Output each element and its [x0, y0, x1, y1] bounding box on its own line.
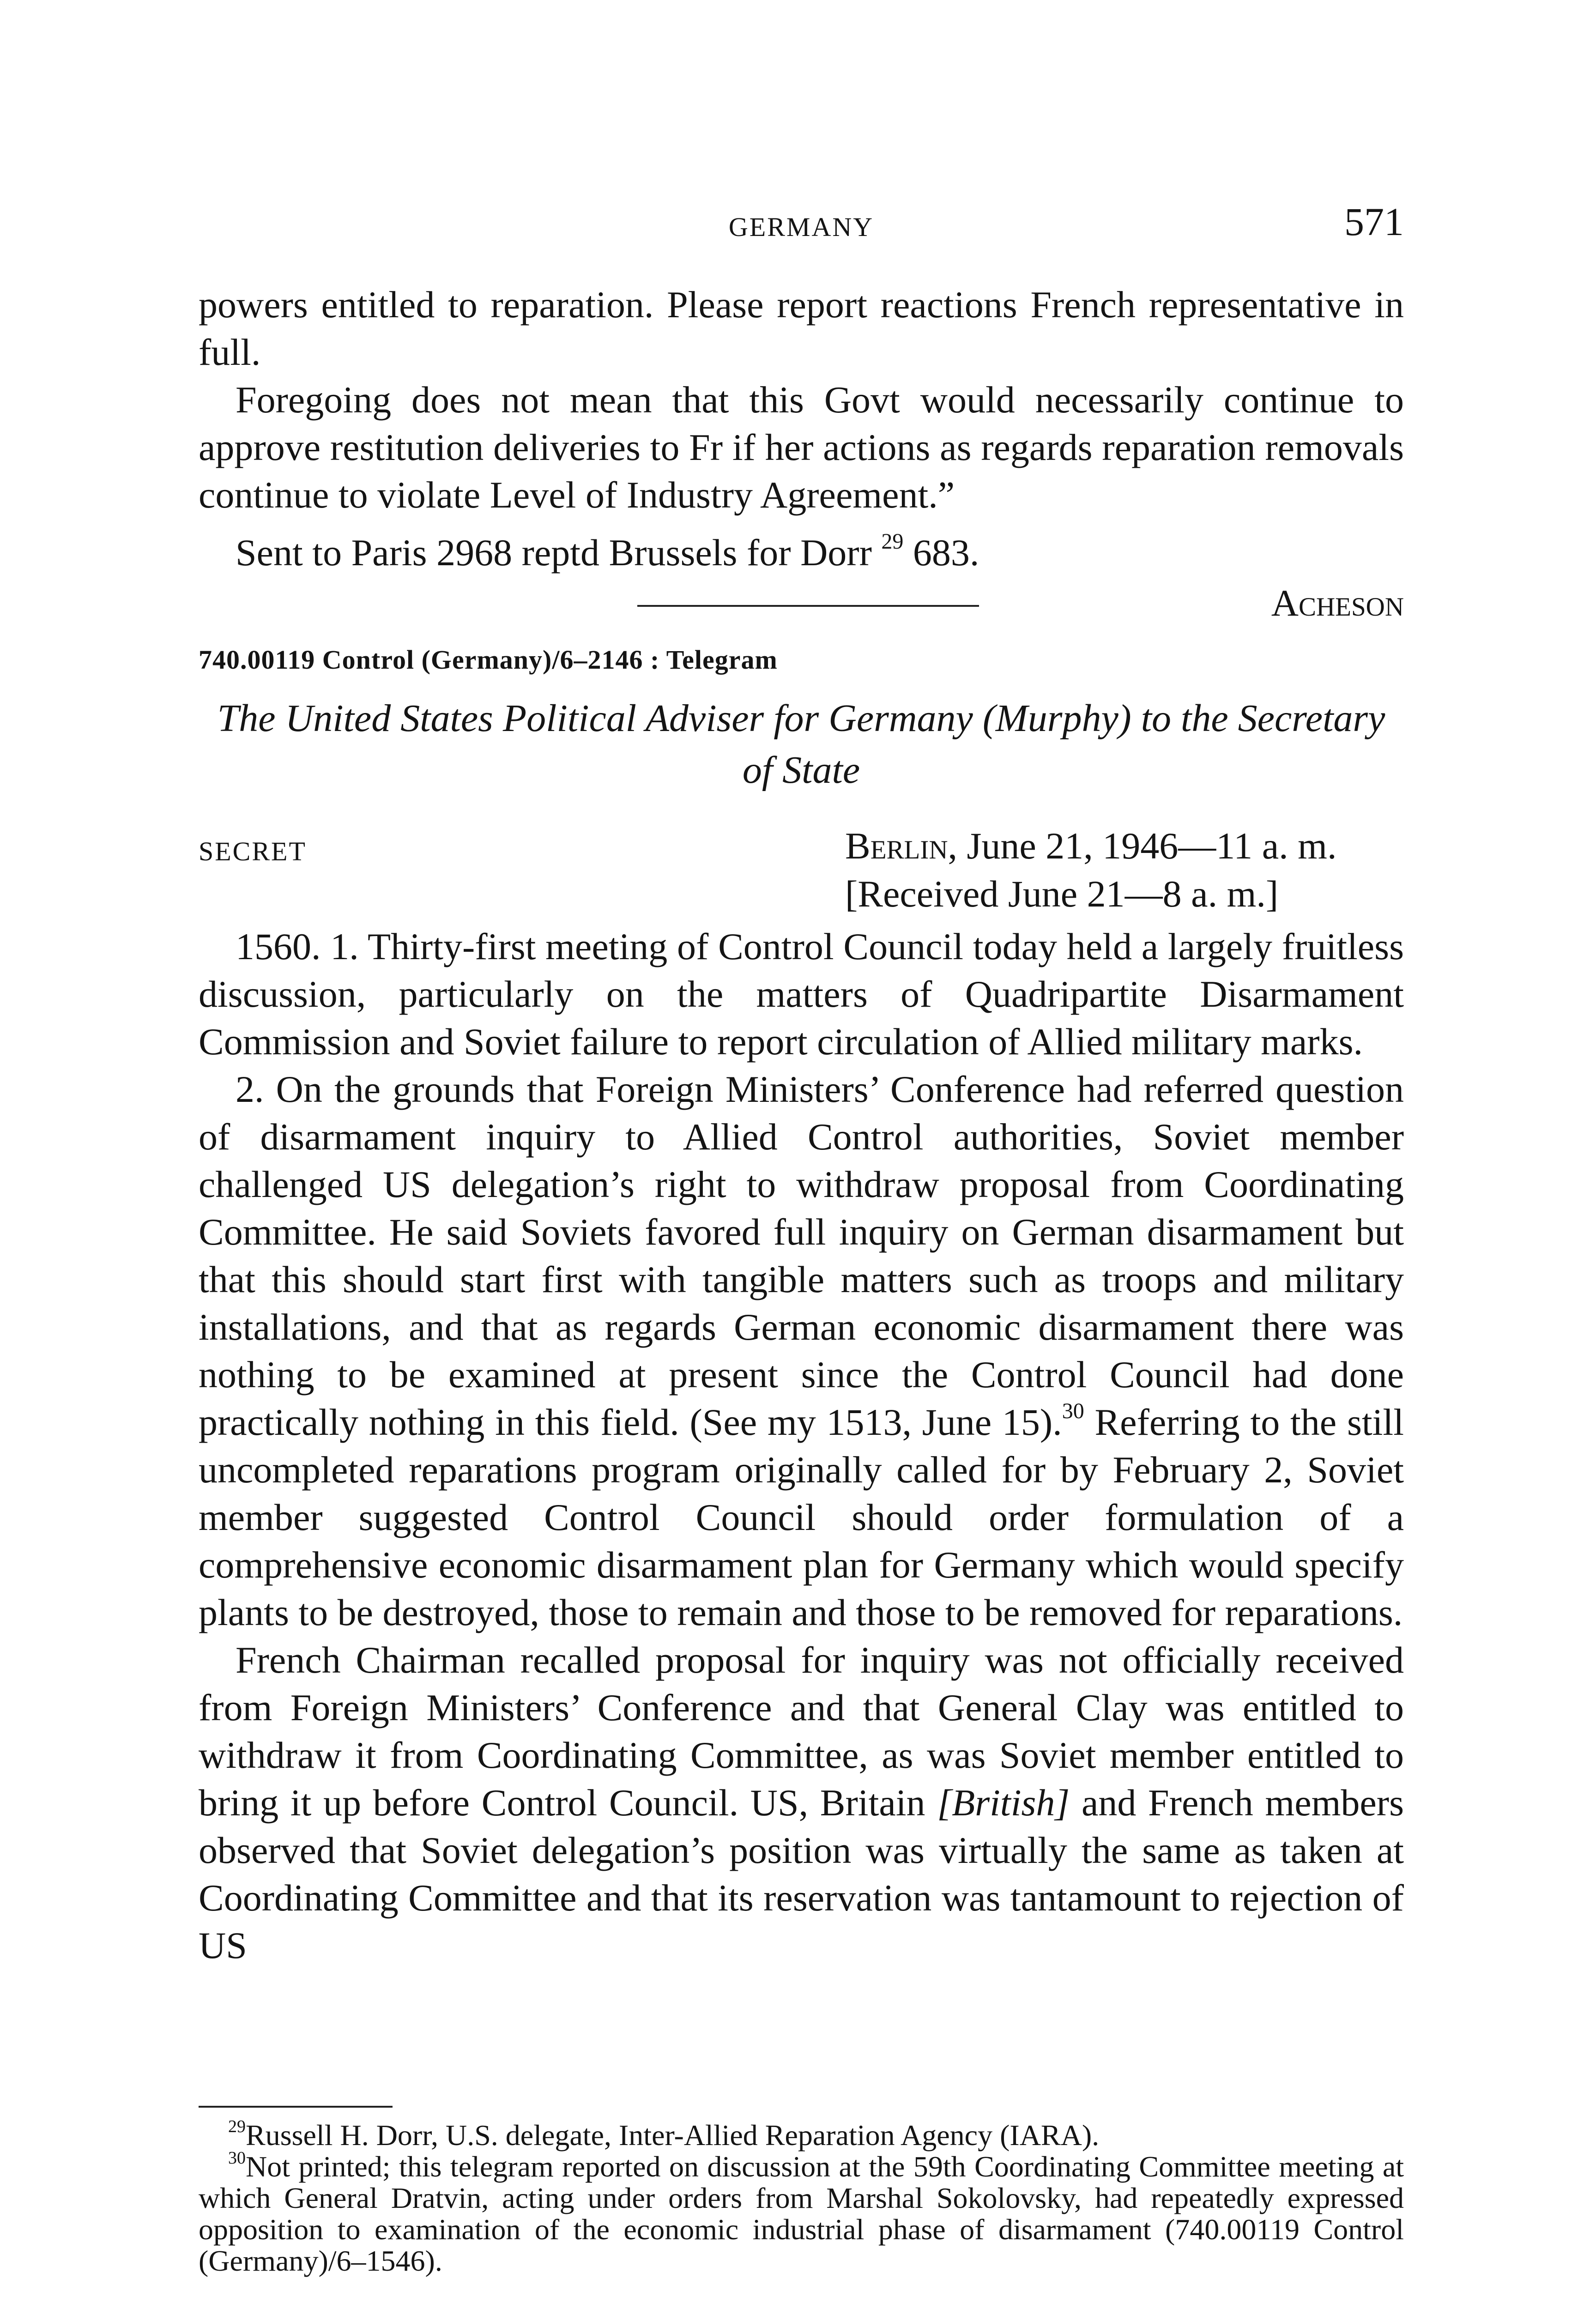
sent-line-tail: 683.: [903, 532, 979, 574]
document-title: The United States Political Adviser for Germany (Murphy) to the Secretary of State: [217, 697, 1385, 792]
signature: Acheson: [1271, 582, 1404, 624]
footnote-ref-30: 30: [1062, 1398, 1084, 1423]
paragraph-3: [199, 1636, 1404, 1969]
page-number: 571: [1344, 199, 1404, 244]
paragraph-1: 1560. 1. Thirty-first meeting of Control Council today held a largely fruitless discussion, particularly on the matters of Quadripartite Disarmament Commission and Soviet failure to report circulation of Allied military marks.: [199, 925, 1404, 1063]
footnote-30: [199, 2148, 1404, 2277]
place-date: [845, 822, 1336, 870]
place: Berlin,: [845, 825, 957, 867]
sent-line-text: Sent to Paris 2968 reptd Brussels for Dorr: [236, 532, 872, 574]
footnote-text: Not printed; this telegram reported on discussion at the 59th Coordinating Committee meeting at which General Dratvin, acting under orders from Marshal Sokolovsky, had repeatedly expressed opposition to examination of the economic industrial phase of disarmament (740.00119 Control (Germany)/6–1546).: [199, 2150, 1404, 2277]
paragraph-2-continued: Referring to the still uncompleted reparations program originally called for by February 2, Soviet member suggested Control Council should order formulation of a comprehensive economic disarmament plan for Germany which would specify plants to be destroyed, those to remain and those to be removed for reparations.: [199, 1401, 1404, 1633]
footnote-ref-29: 29: [881, 529, 904, 554]
received-date: [Received June 21—8 a. m.]: [845, 873, 1279, 915]
footnote-29: [199, 2116, 1404, 2152]
running-title: GERMANY: [728, 212, 874, 242]
footnote-text: Russell H. Dorr, U.S. delegate, Inter-Allied Reparation Agency (IARA).: [246, 2119, 1100, 2152]
paragraph-3-text: French Chairman recalled proposal for inquiry was not officially received from Foreign Ministers’ Conference and that General Clay was entitled to withdraw it from Coordinating Committee, as was Soviet member entitled to bring it up before Control Council. US, Britain: [199, 1639, 1404, 1824]
foregoing-paragraph: Foregoing does not mean that this Govt would necessarily continue to approve restitution deliveries to Fr if her actions as regards reparation removals continue to violate Level of Industry Agreement.”: [199, 379, 1404, 516]
continuation-paragraph: powers entitled to reparation. Please report reactions French representative in full.: [199, 284, 1404, 373]
footnotes: [199, 2116, 1404, 2277]
classification-label: SECRET: [199, 836, 307, 866]
footnote-divider: [199, 2106, 393, 2108]
preceding-document-text: [199, 281, 1404, 627]
footnote-number: 29: [228, 2116, 246, 2136]
paragraph-2-text: 2. On the grounds that Foreign Ministers’ Conference had referred question of disarmament inquiry to Allied Control authorities, Soviet member challenged US delegation’s right to withdraw proposal from Coordinating Committee. He said Soviets favored full inquiry on German disarmament but that this should start first with tangible matters such as troops and military installations, and that as regards German economic disarmament there was nothing to be examined at present since the Control Council had done practically nothing in this field. (See my 1513, June 15).: [199, 1068, 1404, 1443]
date: June 21, 1946—11 a. m.: [957, 825, 1337, 867]
file-reference: 740.00119 Control (Germany)/6–2146 : Telegram: [199, 645, 778, 675]
dateline: [845, 822, 1336, 918]
paragraph-3-continued: and French members observed that Soviet delegation’s position was virtually the same as taken at Coordinating Committee and that its reservation was tantamount to rejection of US: [199, 1782, 1404, 1966]
running-head: [199, 199, 1404, 254]
sent-line: [199, 529, 1404, 576]
section-divider: [637, 605, 979, 607]
paragraph-2: [199, 1065, 1404, 1636]
editorial-insertion: [British]: [937, 1782, 1070, 1824]
telegram-body: [199, 923, 1404, 1969]
footnote-number: 30: [228, 2148, 246, 2168]
